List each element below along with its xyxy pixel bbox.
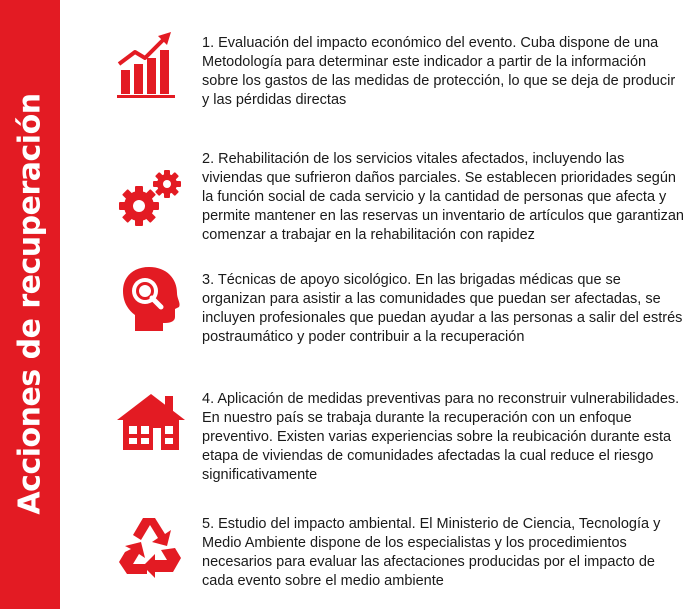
sidebar-title: Acciones de recuperación (12, 93, 48, 515)
head-magnifier-icon (115, 263, 187, 335)
item-text: 2. Rehabilitación de los servicios vitales afectados, incluyendo las viviendas que sufrieron daños parciales. Se establecen prioridades según la función social de cada servicio y la cantidad de personas que afecta y permite mantener en las reservas un inventario de artículos que garantizan comenzar a trabajar en la rehabilitación con rapidez (202, 151, 684, 243)
item-text: 3. Técnicas de apoyo sicológico. En las brigadas médicas que se organizan para asistir a las comunidades que puedan ser afectadas, se incluyen profesionales que puedan ayudar a las personas a salir del estrés postraumático y poder contribuir a la recuperación (202, 272, 683, 345)
growth-chart-icon (115, 30, 187, 102)
sidebar-banner (0, 0, 60, 609)
recycle-icon (115, 512, 187, 584)
item-text: 4. Aplicación de medidas preventivas para no reconstruir vulnerabilidades. En nuestro país se trabaja durante la recuperación con un enfoque preventivo. Existen varias experiencias sobre la reubicación durante esta etapa de viviendas de comunidades afectadas la cual reduce el riesgo significativamente (202, 391, 680, 483)
item-text: 1. Evaluación del impacto económico del evento. Cuba dispone de una Metodología para determinar este indicador a partir de la información sobre los gastos de las medidas de protección, lo que se deja de producir y las pérdidas directas (202, 35, 676, 108)
house-icon (115, 386, 187, 458)
item-text: 5. Estudio del impacto ambiental. El Ministerio de Ciencia, Tecnología y Medio Ambiente dispone de los especialistas y los procedimientos necesarios para evaluar las afectaciones producidas por el impacto de cada evento sobre el medio ambiente (202, 516, 661, 589)
gears-icon (115, 162, 187, 234)
